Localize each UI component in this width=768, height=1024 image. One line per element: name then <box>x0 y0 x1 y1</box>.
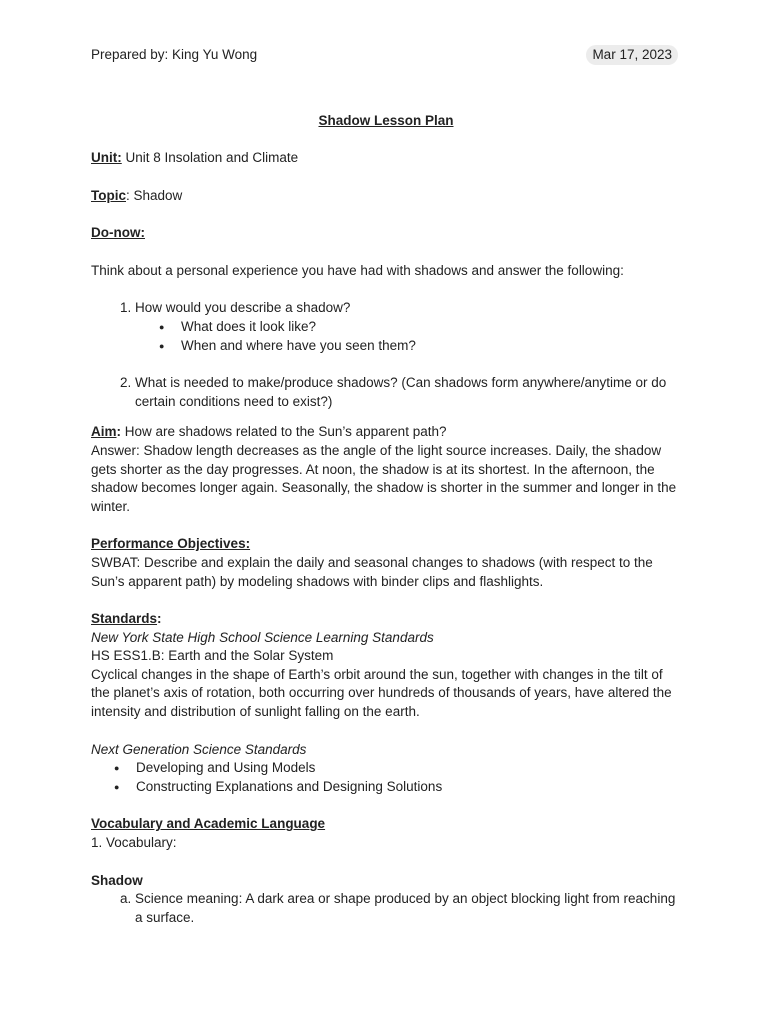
nys-standards-title: New York State High School Science Learning Standards <box>91 629 434 645</box>
unit-value: Unit 8 Insolation and Climate <box>121 150 299 165</box>
do-now-intro: Think about a personal experience you have had with shadows and answer the following: <box>91 262 624 278</box>
document-title: Shadow Lesson Plan <box>318 113 454 128</box>
date-chip[interactable]: Mar 17, 2023 <box>586 45 678 65</box>
aim-answer: Answer: Shadow length decreases as the angle of the light source increases. Daily, the shadow gets shorter as the day progresses. At noon, the shadow is at its shortest. In the afternoon, the shadow becomes longer again. Seasonally, the shadow is shorter in the summer and longer in the winter. <box>91 442 677 514</box>
unit-label: Unit: <box>91 150 122 165</box>
nys-standard-text: Cyclical changes in the shape of Earth’s orbit around the sun, together with changes in the tilt of the planet’s axis of rotation, both occurring over hundreds of thousands of years, have altered the intensity and distribution of sunlight falling on the earth. <box>91 666 672 720</box>
topic-label: Topic <box>91 187 126 203</box>
question-item <box>135 374 681 411</box>
standards-colon: : <box>157 611 162 627</box>
nys-standard-code: HS ESS1.B: Earth and the Solar System <box>91 648 334 664</box>
vocabulary-subheading: 1. Vocabulary: <box>91 835 177 851</box>
question-text: What is needed to make/produce shadows? (Can shadows form anywhere/anytime or do certain conditions need to exist?) <box>135 375 667 409</box>
do-now-heading: Do-now: <box>91 225 145 241</box>
bullet-item: ● What does it look like? <box>181 318 681 337</box>
bullet-item: ● When and where have you seen them? <box>181 337 681 356</box>
vocab-meanings <box>91 890 681 927</box>
aim-colon: : <box>116 424 122 440</box>
ngss-item: ● Developing and Using Models <box>136 759 681 778</box>
do-now-questions <box>91 299 681 411</box>
aim-label: Aim <box>91 424 117 440</box>
ngss-title: Next Generation Science Standards <box>91 741 307 757</box>
question-item <box>135 299 681 355</box>
prepared-by: Prepared by: King Yu Wong <box>91 47 258 62</box>
vocab-term: Shadow <box>91 872 143 888</box>
vocabulary-heading: Vocabulary and Academic Language <box>91 816 326 832</box>
performance-heading: Performance Objectives: <box>91 536 251 552</box>
aim-line <box>91 423 681 442</box>
topic-line <box>91 187 681 206</box>
aim-question: How are shadows related to the Sun’s apparent path? <box>121 424 447 440</box>
unit-line <box>91 149 681 168</box>
vocab-meaning-item: a. Science meaning: A dark area or shape produced by an object blocking light from reaching a surface. <box>135 890 681 927</box>
ngss-item: ● Constructing Explanations and Designing Solutions <box>136 778 681 797</box>
topic-value: : Shadow <box>126 187 183 203</box>
standards-label: Standards <box>91 611 158 627</box>
standards-heading <box>91 610 681 629</box>
question-text: How would you describe a shadow? <box>135 300 351 316</box>
question-bullets <box>135 318 681 355</box>
ngss-list <box>91 759 681 796</box>
document-body <box>91 112 681 927</box>
performance-text: SWBAT: Describe and explain the daily and seasonal changes to shadows (with respect to the Sun’s apparent path) by modeling shadows with binder clips and flashlights. <box>91 554 653 589</box>
